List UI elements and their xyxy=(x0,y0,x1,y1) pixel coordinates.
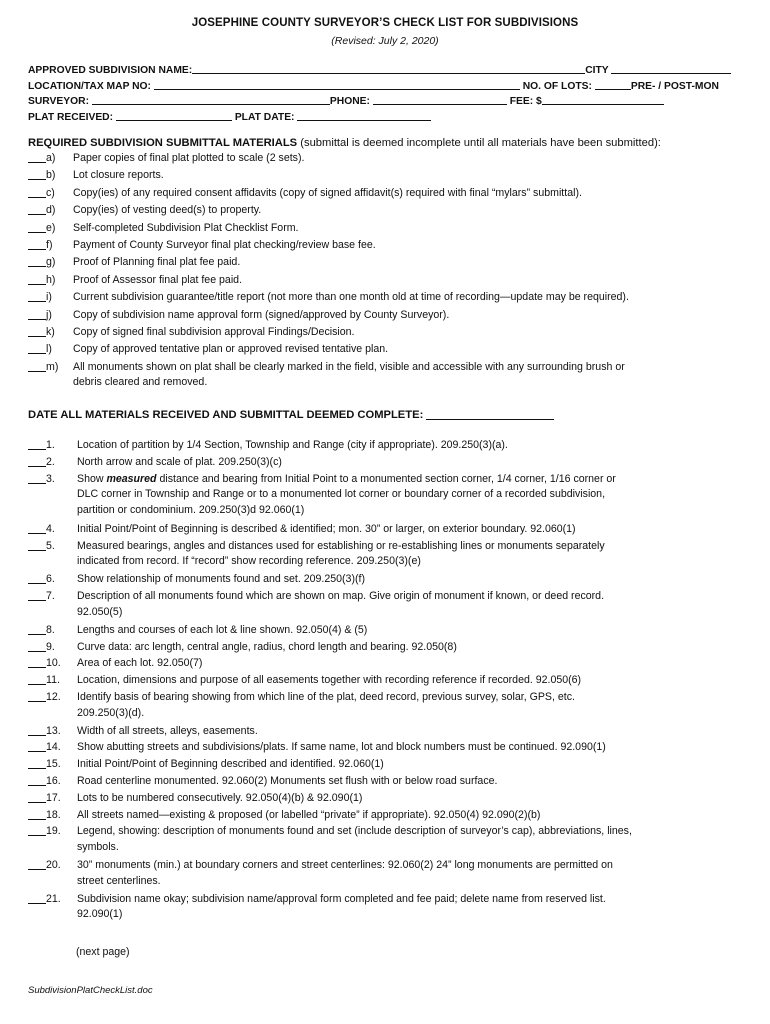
item-marker xyxy=(28,238,52,254)
item-mark-label: a) xyxy=(46,152,56,164)
location-label: LOCATION/TAX MAP NO: xyxy=(28,81,151,92)
item-text-line: Subdivision name okay; subdivision name/approval form completed and fee paid; delete name from reserved list. xyxy=(77,892,606,905)
item-text xyxy=(77,640,744,656)
check-blank[interactable] xyxy=(28,724,46,736)
surveyor-label: SURVEYOR: xyxy=(28,96,90,107)
item-text-line: Identify basis of bearing showing from which line of the plat, deed record, previous survey, solar, GPS, etc. xyxy=(77,691,575,703)
item-text-line: Copy(ies) of vesting deed(s) to property. xyxy=(73,204,262,217)
check-blank[interactable] xyxy=(28,824,46,836)
checklist-item xyxy=(28,640,744,657)
item-marker xyxy=(28,673,60,689)
item-text xyxy=(73,273,744,289)
checklist-item xyxy=(28,589,744,623)
item-text-line: indicated from record. If “record” show recording reference. 209.250(3)(e) xyxy=(77,555,421,568)
item-text-line: All streets named—existing & proposed (or labelled “private” if appropriate). 92.050(4) 92.090(2)(b) xyxy=(77,808,541,821)
item-mark-label: g) xyxy=(46,256,56,269)
revision-date: (Revised: July 2, 2020) xyxy=(331,35,439,47)
item-text-line xyxy=(77,472,744,488)
item-text-line: Initial Point/Point of Beginning is described & identified; mon. 30” or larger, on exterior boundary. 92.060(1) xyxy=(77,523,576,535)
item-mark-label: 18. xyxy=(46,808,61,821)
item-marker xyxy=(28,438,55,454)
item-mark-label: k) xyxy=(46,326,55,338)
item-marker xyxy=(28,774,61,790)
item-mark-label: l) xyxy=(46,343,52,356)
materials-note: (submittal is deemed incomplete until all materials have been submitted): xyxy=(300,137,661,149)
item-mark-label: b) xyxy=(46,169,56,182)
item-text-line: Measured bearings, angles and distances used for establishing or re-establishing lines or monuments separately xyxy=(77,539,605,552)
item-text-line: Show abutting streets and subdivisions/plats. If same name, lot and block numbers must be continued. 92.090(1) xyxy=(77,741,606,754)
phone-field[interactable] xyxy=(373,94,507,105)
item-text-line: Location of partition by 1/4 Section, Township and Range (city if appropriate). 209.250(3)(a). xyxy=(77,439,508,451)
check-blank[interactable] xyxy=(28,203,46,215)
item-text xyxy=(77,892,744,923)
item-text-line: symbols. xyxy=(77,840,119,853)
item-text-line: Width of all streets, alleys, easements. xyxy=(77,724,258,737)
checklist-item xyxy=(28,438,744,455)
item-text-line: Area of each lot. 92.050(7) xyxy=(77,657,203,670)
materials-item xyxy=(28,325,744,342)
item-text-line: Show relationship of monuments found and set. 209.250(3)(f) xyxy=(77,573,365,586)
check-blank[interactable] xyxy=(28,360,46,372)
item-text-emphasis: measured xyxy=(106,472,157,485)
check-blank[interactable] xyxy=(28,308,46,320)
check-blank[interactable] xyxy=(28,325,46,337)
subdivision-name-row xyxy=(28,63,744,76)
item-text-line: Location, dimensions and purpose of all easements together with recording reference if recorded. 92.050(6) xyxy=(77,674,582,687)
check-blank[interactable] xyxy=(28,656,46,668)
item-text-prefix: Show xyxy=(77,472,107,485)
item-text xyxy=(77,791,744,807)
item-text-line: Self-completed Subdivision Plat Checklist Form. xyxy=(73,221,299,234)
item-marker xyxy=(28,290,52,306)
item-mark-label: 4. xyxy=(46,523,55,535)
item-text xyxy=(77,757,744,773)
item-mark-label: 17. xyxy=(46,791,61,804)
item-text xyxy=(77,824,744,855)
plat-received-label: PLAT RECEIVED: xyxy=(28,112,114,123)
item-text-line: DLC corner in Township and Range or to a monumented lot corner or boundary corner of a recorded subdivision, xyxy=(77,488,606,501)
item-mark-label: 16. xyxy=(46,775,61,787)
lots-field[interactable] xyxy=(595,79,631,90)
check-blank[interactable] xyxy=(28,858,46,870)
item-text xyxy=(77,808,744,824)
check-blank[interactable] xyxy=(28,238,46,250)
item-mark-label: f) xyxy=(46,239,53,251)
item-mark-label: 2. xyxy=(46,455,55,468)
item-marker xyxy=(28,656,61,672)
item-marker xyxy=(28,472,55,488)
item-text xyxy=(77,472,744,519)
item-mark-label: 8. xyxy=(46,623,55,636)
item-marker xyxy=(28,640,55,656)
check-blank[interactable] xyxy=(28,522,46,534)
item-mark-label: 11. xyxy=(46,674,60,687)
materials-item xyxy=(28,342,744,359)
item-text xyxy=(73,360,744,391)
item-text-line: Proof of Planning final plat fee paid. xyxy=(73,256,241,269)
city-label: CITY xyxy=(585,65,609,76)
location-row xyxy=(28,79,744,92)
item-text-line: Copy of approved tentative plan or approved revised tentative plan. xyxy=(73,343,389,356)
item-marker xyxy=(28,221,55,237)
item-marker xyxy=(28,858,61,874)
checklist-item xyxy=(28,539,744,573)
item-text-line: Proof of Assessor final plat fee paid. xyxy=(73,273,243,286)
item-text-line: partition or condominium. 209.250(3)d 92.060(1) xyxy=(77,503,305,516)
item-text-line: Copy(ies) of any required consent affidavits (copy of signed affidavit(s) required with final “mylars” submittal). xyxy=(73,186,582,199)
materials-heading: REQUIRED SUBDIVISION SUBMITTAL MATERIALS xyxy=(28,137,298,149)
materials-item xyxy=(28,151,744,168)
item-text xyxy=(77,572,744,588)
check-blank[interactable] xyxy=(28,342,46,354)
item-text-line: All monuments shown on plat shall be clearly marked in the field, visible and accessible with any surrounding brush or xyxy=(73,360,625,373)
next-page-note: (next page) xyxy=(76,946,130,958)
check-blank[interactable] xyxy=(28,572,46,584)
item-text xyxy=(77,438,744,454)
checklist-item xyxy=(28,673,744,690)
item-marker xyxy=(28,325,55,341)
item-marker xyxy=(28,740,61,756)
materials-item xyxy=(28,308,744,325)
received-heading-row xyxy=(28,408,554,421)
surveyor-row xyxy=(28,94,744,107)
item-text-line: Description of all monuments found which are shown on map. Give origin of monument if known, or deed record. xyxy=(77,590,605,603)
subdivision-name-field[interactable] xyxy=(192,63,585,74)
item-text-rest: distance and bearing from Initial Point to a monumented section corner, 1/4 corner, 1/16 corner or xyxy=(156,472,616,485)
fee-field[interactable] xyxy=(542,94,664,105)
materials-item xyxy=(28,168,744,185)
checklist-item xyxy=(28,757,744,774)
item-mark-label: 15. xyxy=(46,758,61,771)
materials-item xyxy=(28,360,744,395)
item-mark-label: 19. xyxy=(46,825,61,838)
item-text xyxy=(73,290,744,306)
item-marker xyxy=(28,455,55,471)
item-marker xyxy=(28,757,61,773)
checklist-item xyxy=(28,824,744,858)
item-text xyxy=(77,623,744,639)
item-mark-label: d) xyxy=(46,204,56,217)
item-text-line: Curve data: arc length, central angle, radius, chord length and bearing. 92.050(8) xyxy=(77,640,457,653)
city-field[interactable] xyxy=(611,63,731,74)
item-marker xyxy=(28,151,55,167)
check-blank[interactable] xyxy=(28,640,46,652)
check-blank[interactable] xyxy=(28,186,46,198)
item-text-line: street centerlines. xyxy=(77,874,161,887)
item-text-line: Road centerline monumented. 92.060(2) Monuments set flush with or below road surface. xyxy=(77,775,498,787)
item-marker xyxy=(28,539,55,555)
item-marker xyxy=(28,791,61,807)
item-text xyxy=(73,168,744,184)
item-mark-label: i) xyxy=(46,291,52,304)
item-text xyxy=(77,673,744,689)
plat-date-label: PLAT DATE: xyxy=(234,112,295,123)
checklist-item xyxy=(28,808,744,825)
item-text xyxy=(77,858,744,889)
item-text xyxy=(77,724,744,740)
checklist-item xyxy=(28,572,744,589)
item-marker xyxy=(28,168,55,184)
check-blank[interactable] xyxy=(28,892,46,904)
materials-item xyxy=(28,255,744,272)
item-mark-label: 1. xyxy=(46,439,55,451)
item-text xyxy=(77,539,744,570)
checklist-item xyxy=(28,522,744,539)
checklist-item xyxy=(28,858,744,892)
item-text-line: Current subdivision guarantee/title report (not more than one month old at time of recording—update may be required). xyxy=(73,291,629,304)
item-marker xyxy=(28,203,55,219)
item-mark-label: 12. xyxy=(46,691,61,703)
item-marker xyxy=(28,186,55,202)
check-blank[interactable] xyxy=(28,151,46,163)
item-marker xyxy=(28,308,52,324)
check-blank[interactable] xyxy=(28,690,46,702)
received-heading: DATE ALL MATERIALS RECEIVED AND SUBMITTAL DEEMED COMPLETE: xyxy=(28,409,424,421)
item-text xyxy=(77,774,744,790)
item-text-line: Lot closure reports. xyxy=(73,169,164,182)
item-mark-label: 21. xyxy=(46,892,61,905)
check-blank[interactable] xyxy=(28,673,46,685)
item-text xyxy=(73,151,744,167)
item-text xyxy=(77,455,744,471)
item-text-line: Lots to be numbered consecutively. 92.050(4)(b) & 92.090(1) xyxy=(77,791,363,804)
item-mark-label: 6. xyxy=(46,573,55,586)
item-marker xyxy=(28,824,61,840)
item-text xyxy=(73,238,744,254)
item-text xyxy=(73,186,744,202)
checklist-item xyxy=(28,791,744,808)
lots-label: NO. OF LOTS: xyxy=(522,81,592,92)
checklist-item xyxy=(28,774,744,791)
item-marker xyxy=(28,690,61,706)
item-text xyxy=(73,203,744,219)
item-text-line: Legend, showing: description of monuments found and set (include description of surveyor’s cap), abbreviations, lines, xyxy=(77,825,632,838)
item-mark-label: 3. xyxy=(46,472,55,485)
plat-received-row xyxy=(28,110,744,123)
materials-item xyxy=(28,221,744,238)
checklist-item xyxy=(28,623,744,640)
check-blank[interactable] xyxy=(28,808,46,820)
fee-label: FEE: $ xyxy=(509,96,542,107)
item-text xyxy=(73,325,744,341)
footer-filename: SubdivisionPlatCheckList.doc xyxy=(28,985,153,996)
item-marker xyxy=(28,255,55,271)
received-date-field[interactable] xyxy=(426,408,554,420)
checklist-item xyxy=(28,472,744,522)
item-mark-label: j) xyxy=(46,308,52,321)
item-text xyxy=(73,221,744,237)
item-text-line: Copy of signed final subdivision approval Findings/Decision. xyxy=(73,326,355,338)
check-blank[interactable] xyxy=(28,290,46,302)
item-marker xyxy=(28,589,55,605)
materials-item xyxy=(28,273,744,290)
item-mark-label: 10. xyxy=(46,657,61,670)
materials-item xyxy=(28,186,744,203)
plat-received-field[interactable] xyxy=(116,110,232,121)
materials-item xyxy=(28,238,744,255)
check-blank[interactable] xyxy=(28,757,46,769)
check-blank[interactable] xyxy=(28,740,46,752)
item-text xyxy=(77,656,744,672)
item-text xyxy=(77,522,744,538)
checklist-item xyxy=(28,455,744,472)
phone-label: PHONE: xyxy=(329,96,370,107)
item-text-line: Paper copies of final plat plotted to scale (2 sets). xyxy=(73,152,305,164)
item-text xyxy=(77,740,744,756)
check-blank[interactable] xyxy=(28,438,46,450)
item-marker xyxy=(28,342,52,358)
item-mark-label: c) xyxy=(46,186,55,199)
item-mark-label: h) xyxy=(46,273,56,286)
item-text xyxy=(77,589,744,620)
item-marker xyxy=(28,808,61,824)
materials-item xyxy=(28,290,744,307)
surveyor-field[interactable] xyxy=(92,94,330,105)
plat-date-field[interactable] xyxy=(297,110,431,121)
subdivision-name-label: APPROVED SUBDIVISION NAME: xyxy=(28,65,193,76)
item-marker xyxy=(28,572,55,588)
item-marker xyxy=(28,724,61,740)
item-text-line: Copy of subdivision name approval form (signed/approved by County Surveyor). xyxy=(73,308,450,321)
check-blank[interactable] xyxy=(28,273,46,285)
item-text xyxy=(73,255,744,271)
item-marker xyxy=(28,273,55,289)
check-blank[interactable] xyxy=(28,539,46,551)
check-blank[interactable] xyxy=(28,472,46,484)
item-mark-label: 14. xyxy=(46,741,61,754)
check-blank[interactable] xyxy=(28,623,46,635)
item-text xyxy=(73,342,744,358)
item-text-line: Payment of County Surveyor final plat checking/review base fee. xyxy=(73,239,376,251)
item-marker xyxy=(28,623,55,639)
item-text-line: 92.050(5) xyxy=(77,605,123,618)
item-marker xyxy=(28,892,61,908)
item-mark-label: 7. xyxy=(46,590,55,603)
item-text-line: 92.090(1) xyxy=(77,908,123,921)
item-text-line: Initial Point/Point of Beginning described and identified. 92.060(1) xyxy=(77,758,384,771)
check-blank[interactable] xyxy=(28,774,46,786)
item-mark-label: 5. xyxy=(46,539,55,552)
checklist-item xyxy=(28,740,744,757)
check-blank[interactable] xyxy=(28,221,46,233)
item-mark-label: 13. xyxy=(46,724,61,737)
item-text xyxy=(77,690,744,721)
check-blank[interactable] xyxy=(28,791,46,803)
item-text-line: 30” monuments (min.) at boundary corners and street centerlines: 92.060(2) 24” long monuments are permitted on xyxy=(77,859,613,871)
item-marker xyxy=(28,522,55,538)
item-text-line: 209.250(3)(d). xyxy=(77,706,145,719)
checklist-item xyxy=(28,892,744,926)
checklist-item xyxy=(28,656,744,673)
checklist-item xyxy=(28,724,744,741)
item-text-line: North arrow and scale of plat. 209.250(3)(c) xyxy=(77,455,282,468)
item-text-line: Lengths and courses of each lot & line shown. 92.050(4) & (5) xyxy=(77,623,368,636)
item-text xyxy=(73,308,744,324)
check-blank[interactable] xyxy=(28,168,46,180)
materials-heading-row xyxy=(28,137,661,149)
item-mark-label: m) xyxy=(46,360,59,373)
document-title: JOSEPHINE COUNTY SURVEYOR’S CHECK LIST FOR SUBDIVISIONS xyxy=(191,17,579,29)
item-marker xyxy=(28,360,58,376)
item-mark-label: 20. xyxy=(46,859,61,871)
item-mark-label: e) xyxy=(46,221,56,234)
item-text-line: debris cleared and removed. xyxy=(73,376,208,389)
checklist-item xyxy=(28,690,744,724)
pre-post-mon-label: PRE- / POST-MON xyxy=(630,81,719,92)
materials-item xyxy=(28,203,744,220)
check-blank[interactable] xyxy=(28,255,46,267)
check-blank[interactable] xyxy=(28,455,46,467)
item-mark-label: 9. xyxy=(46,640,55,653)
location-field[interactable] xyxy=(154,79,520,90)
check-blank[interactable] xyxy=(28,589,46,601)
